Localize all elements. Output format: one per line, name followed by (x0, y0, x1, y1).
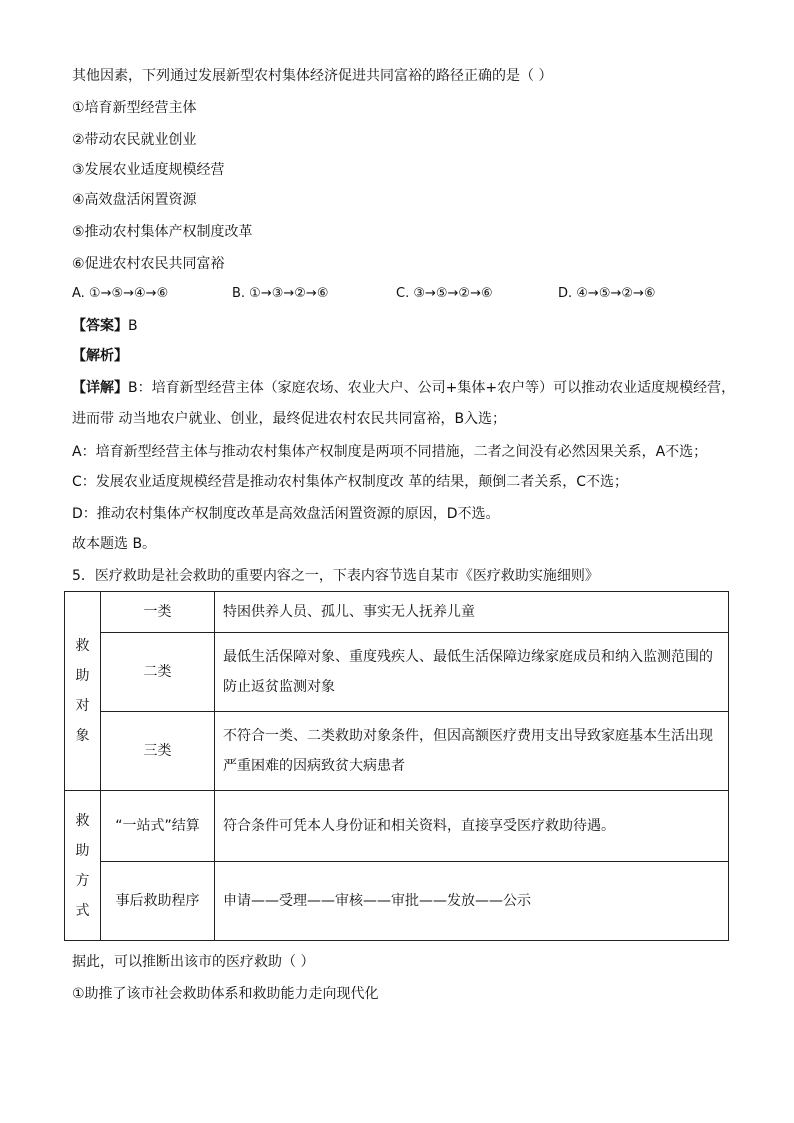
option-b[interactable]: B. ①→③→②→⑥ (232, 286, 329, 301)
category-recipients: 救 助 对 象 (65, 592, 101, 791)
subcategory-cell: 三类 (101, 712, 215, 791)
item-2: ②带动农民就业创业 (72, 132, 197, 148)
option-c[interactable]: C. ③→⑤→②→⑥ (396, 286, 493, 301)
detail-line-2: 进而带 动当地农户就业、创业，最终促进农村农民共同富裕，B入选； (72, 411, 507, 427)
answer-tag: 【答案】 (72, 318, 128, 334)
table-row (65, 633, 729, 712)
option-d[interactable]: D. ④→⑤→②→⑥ (558, 286, 656, 301)
subcategory-cell: 事后救助程序 (101, 862, 215, 941)
reason-d: D：推动农村集体产权制度改革是高效盘活闲置资源的原因，D不选。 (72, 506, 500, 522)
q5-item-1: ①助推了该市社会救助体系和救助能力走向现代化 (72, 986, 379, 1002)
table-row (65, 592, 729, 633)
description-cell: 符合条件可凭本人身份证和相关资料，直接享受医疗救助待遇。 (215, 791, 729, 862)
option-a[interactable]: A. ①→⑤→④→⑥ (72, 286, 169, 301)
item-5: ⑤推动农村集体产权制度改革 (72, 224, 253, 240)
description-cell: 不符合一类、二类救助对象条件，但因高额医疗费用支出导致家庭基本生活出现严重困难的因病致贫大病患者 (215, 712, 729, 791)
table-row (65, 862, 729, 941)
subcategory-cell: 一类 (101, 592, 215, 633)
reason-a: A：培育新型经营主体与推动农村集体产权制度是两项不同措施，二者之间没有必然因果关系，A不选； (72, 444, 708, 460)
item-4: ④高效盘活闲置资源 (72, 192, 197, 208)
question-5-prompt: 据此，可以推断出该市的医疗救助（ ） (72, 954, 315, 970)
table-row (65, 791, 729, 862)
description-cell: 申请——受理——审核——审批——发放——公示 (215, 862, 729, 941)
question-4-stem: 其他因素，下列通过发展新型农村集体经济促进共同富裕的路径正确的是（ ） (72, 68, 553, 84)
subcategory-cell: 二类 (101, 633, 215, 712)
subcategory-cell: “一站式”结算 (101, 791, 215, 862)
medical-aid-table (64, 591, 729, 941)
reason-c: C：发展农业适度规模经营是推动农村集体产权制度改 革的结果，颠倒二者关系，C不选； (72, 474, 628, 490)
answer-value: B (128, 318, 138, 334)
detail-line-1: 【详解】B：培育新型经营主体（家庭农场、农业大户、公司+集体+农户等）可以推动农业适度规模经营， (72, 380, 736, 396)
description-cell: 最低生活保障对象、重度残疾人、最低生活保障边缘家庭成员和纳入监测范围的防止返贫监测对象 (215, 633, 729, 712)
item-1: ①培育新型经营主体 (72, 100, 197, 116)
category-methods: 救 助 方 式 (65, 791, 101, 941)
detail-tag: 【详解】 (72, 380, 128, 396)
item-6: ⑥促进农村农民共同富裕 (72, 256, 225, 272)
description-cell: 特困供养人员、孤儿、事实无人抚养儿童 (215, 592, 729, 633)
conclusion: 故本题选 B。 (72, 536, 157, 552)
answer-line (72, 316, 138, 336)
table-row (65, 712, 729, 791)
analysis-tag: 【解析】 (72, 348, 128, 364)
item-3: ③发展农业适度规模经营 (72, 162, 225, 178)
question-5-stem: 5．医疗救助是社会救助的重要内容之一，下表内容节选自某市《医疗救助实施细则》 (72, 568, 599, 584)
